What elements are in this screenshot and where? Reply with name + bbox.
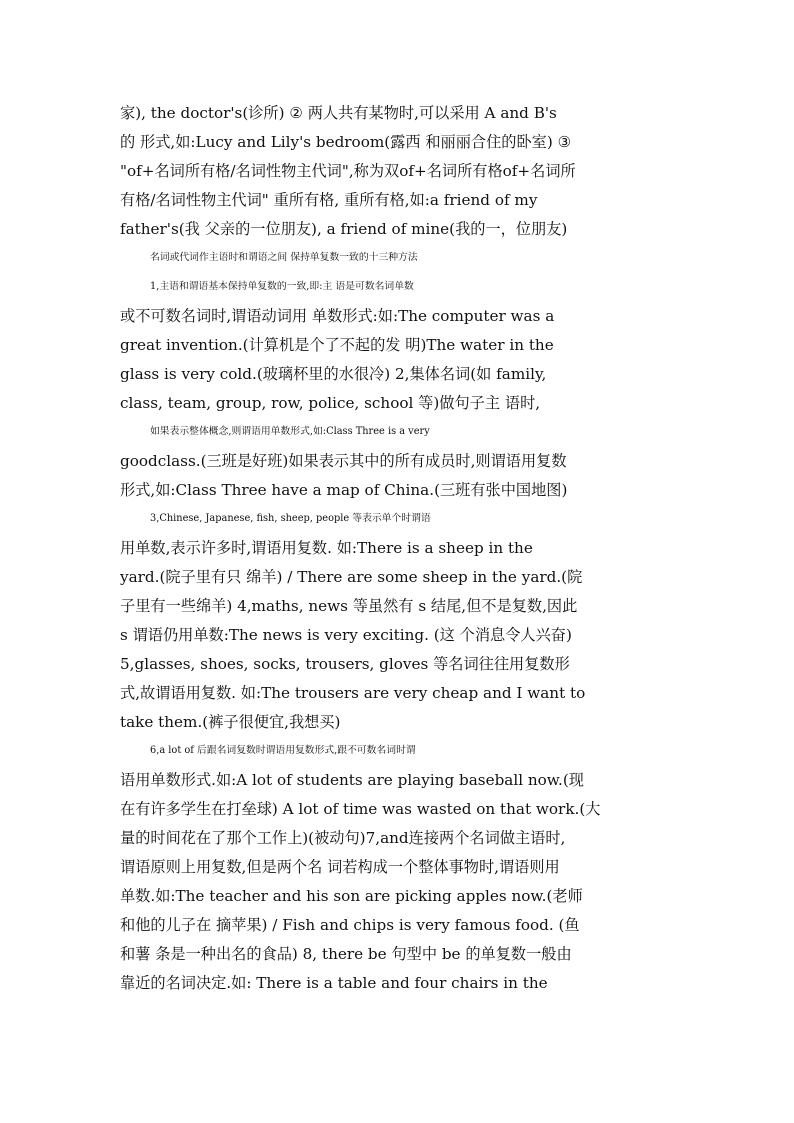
text-line: 或不可数名词时,谓语动词用 单数形式:如:The computer was a <box>120 307 555 325</box>
text-line: 和薯 条是一种出名的食品) 8, there be 句型中 be 的单复数一般由 <box>120 945 572 963</box>
text-line: 形式,如:Class Three have a map of China.(三班有张中国地图) <box>120 481 568 499</box>
text-line: 谓语原则上用复数,但是两个名 词若构成一个整体事物时,谓语则用 <box>120 858 560 876</box>
text-line: 3,Chinese, Japanese, fish, sheep, people 等表示单个时谓语 <box>150 513 431 524</box>
text-line: 靠近的名词决定.如: There is a table and four chairs in the <box>120 974 548 992</box>
text-line: class, team, group, row, police, school 等)做句子主 语时, <box>120 394 541 412</box>
text-line: 和他的儿子在 摘苹果) / Fish and chips is very famous food. (鱼 <box>120 916 580 934</box>
text-line: 式,故谓语用复数. 如:The trousers are very cheap and I want to <box>120 684 586 702</box>
text-line: 如果表示整体概念,则谓语用单数形式,如:Class Three is a very <box>150 426 430 437</box>
text-line: 有格/名词性物主代词" 重所有格, 重所有格,如:a friend of my <box>120 191 538 209</box>
text-line: 在有许多学生在打垒球) A lot of time was wasted on that work.(大 <box>120 800 601 818</box>
text-line: take them.(裤子很便宜,我想买) <box>120 713 341 731</box>
text-line: glass is very cold.(玻璃杯里的水很冷) 2,集体名词(如 family, <box>120 365 547 383</box>
text-line: 6,a lot of 后跟名词复数时谓语用复数形式,跟不可数名词时谓 <box>150 745 416 756</box>
text-line: yard.(院子里有只 绵羊) / There are some sheep in the yard.(院 <box>120 568 583 586</box>
text-line: 家), the doctor's(诊所) ② 两人共有某物时,可以采用 A and B's <box>120 104 557 122</box>
text-line: 用单数,表示许多时,谓语用复数. 如:There is a sheep in the <box>120 539 533 557</box>
text-line: 的 形式,如:Lucy and Lily's bedroom(露西 和丽丽合住的卧室) ③ <box>120 133 572 151</box>
text-line: great invention.(计算机是个了不起的发 明)The water in the <box>120 336 554 354</box>
text-line: goodclass.(三班是好班)如果表示其中的所有成员时,则谓语用复数 <box>120 452 567 470</box>
text-line: s 谓语仍用单数:The news is very exciting. (这 个消息令人兴奋) <box>120 626 572 644</box>
text-line: 子里有一些绵羊) 4,maths, news 等虽然有 s 结尾,但不是复数,因此 <box>120 597 578 615</box>
text-line: father's(我 父亲的一位朋友), a friend of mine(我的一，位朋友) <box>120 220 568 238</box>
section-heading: 名词或代词作主语时和谓语之间 保持单复数一致的十三种方法 <box>150 252 418 263</box>
text-line: 语用单数形式.如:A lot of students are playing baseball now.(现 <box>120 771 584 789</box>
text-line: 单数.如:The teacher and his son are picking apples now.(老师 <box>120 887 583 905</box>
text-line: 量的时间花在了那个工作上)(被动句)7,and连接两个名词做主语时, <box>120 829 566 847</box>
text-line: 5,glasses, shoes, socks, trousers, gloves 等名词往往用复数形 <box>120 655 570 673</box>
text-line: 1,主语和谓语基本保持单复数的一致,即:主 语是可数名词单数 <box>150 281 414 292</box>
text-line: "of+名词所有格/名词性物主代词",称为双of+名词所有格of+名词所 <box>120 162 576 180</box>
